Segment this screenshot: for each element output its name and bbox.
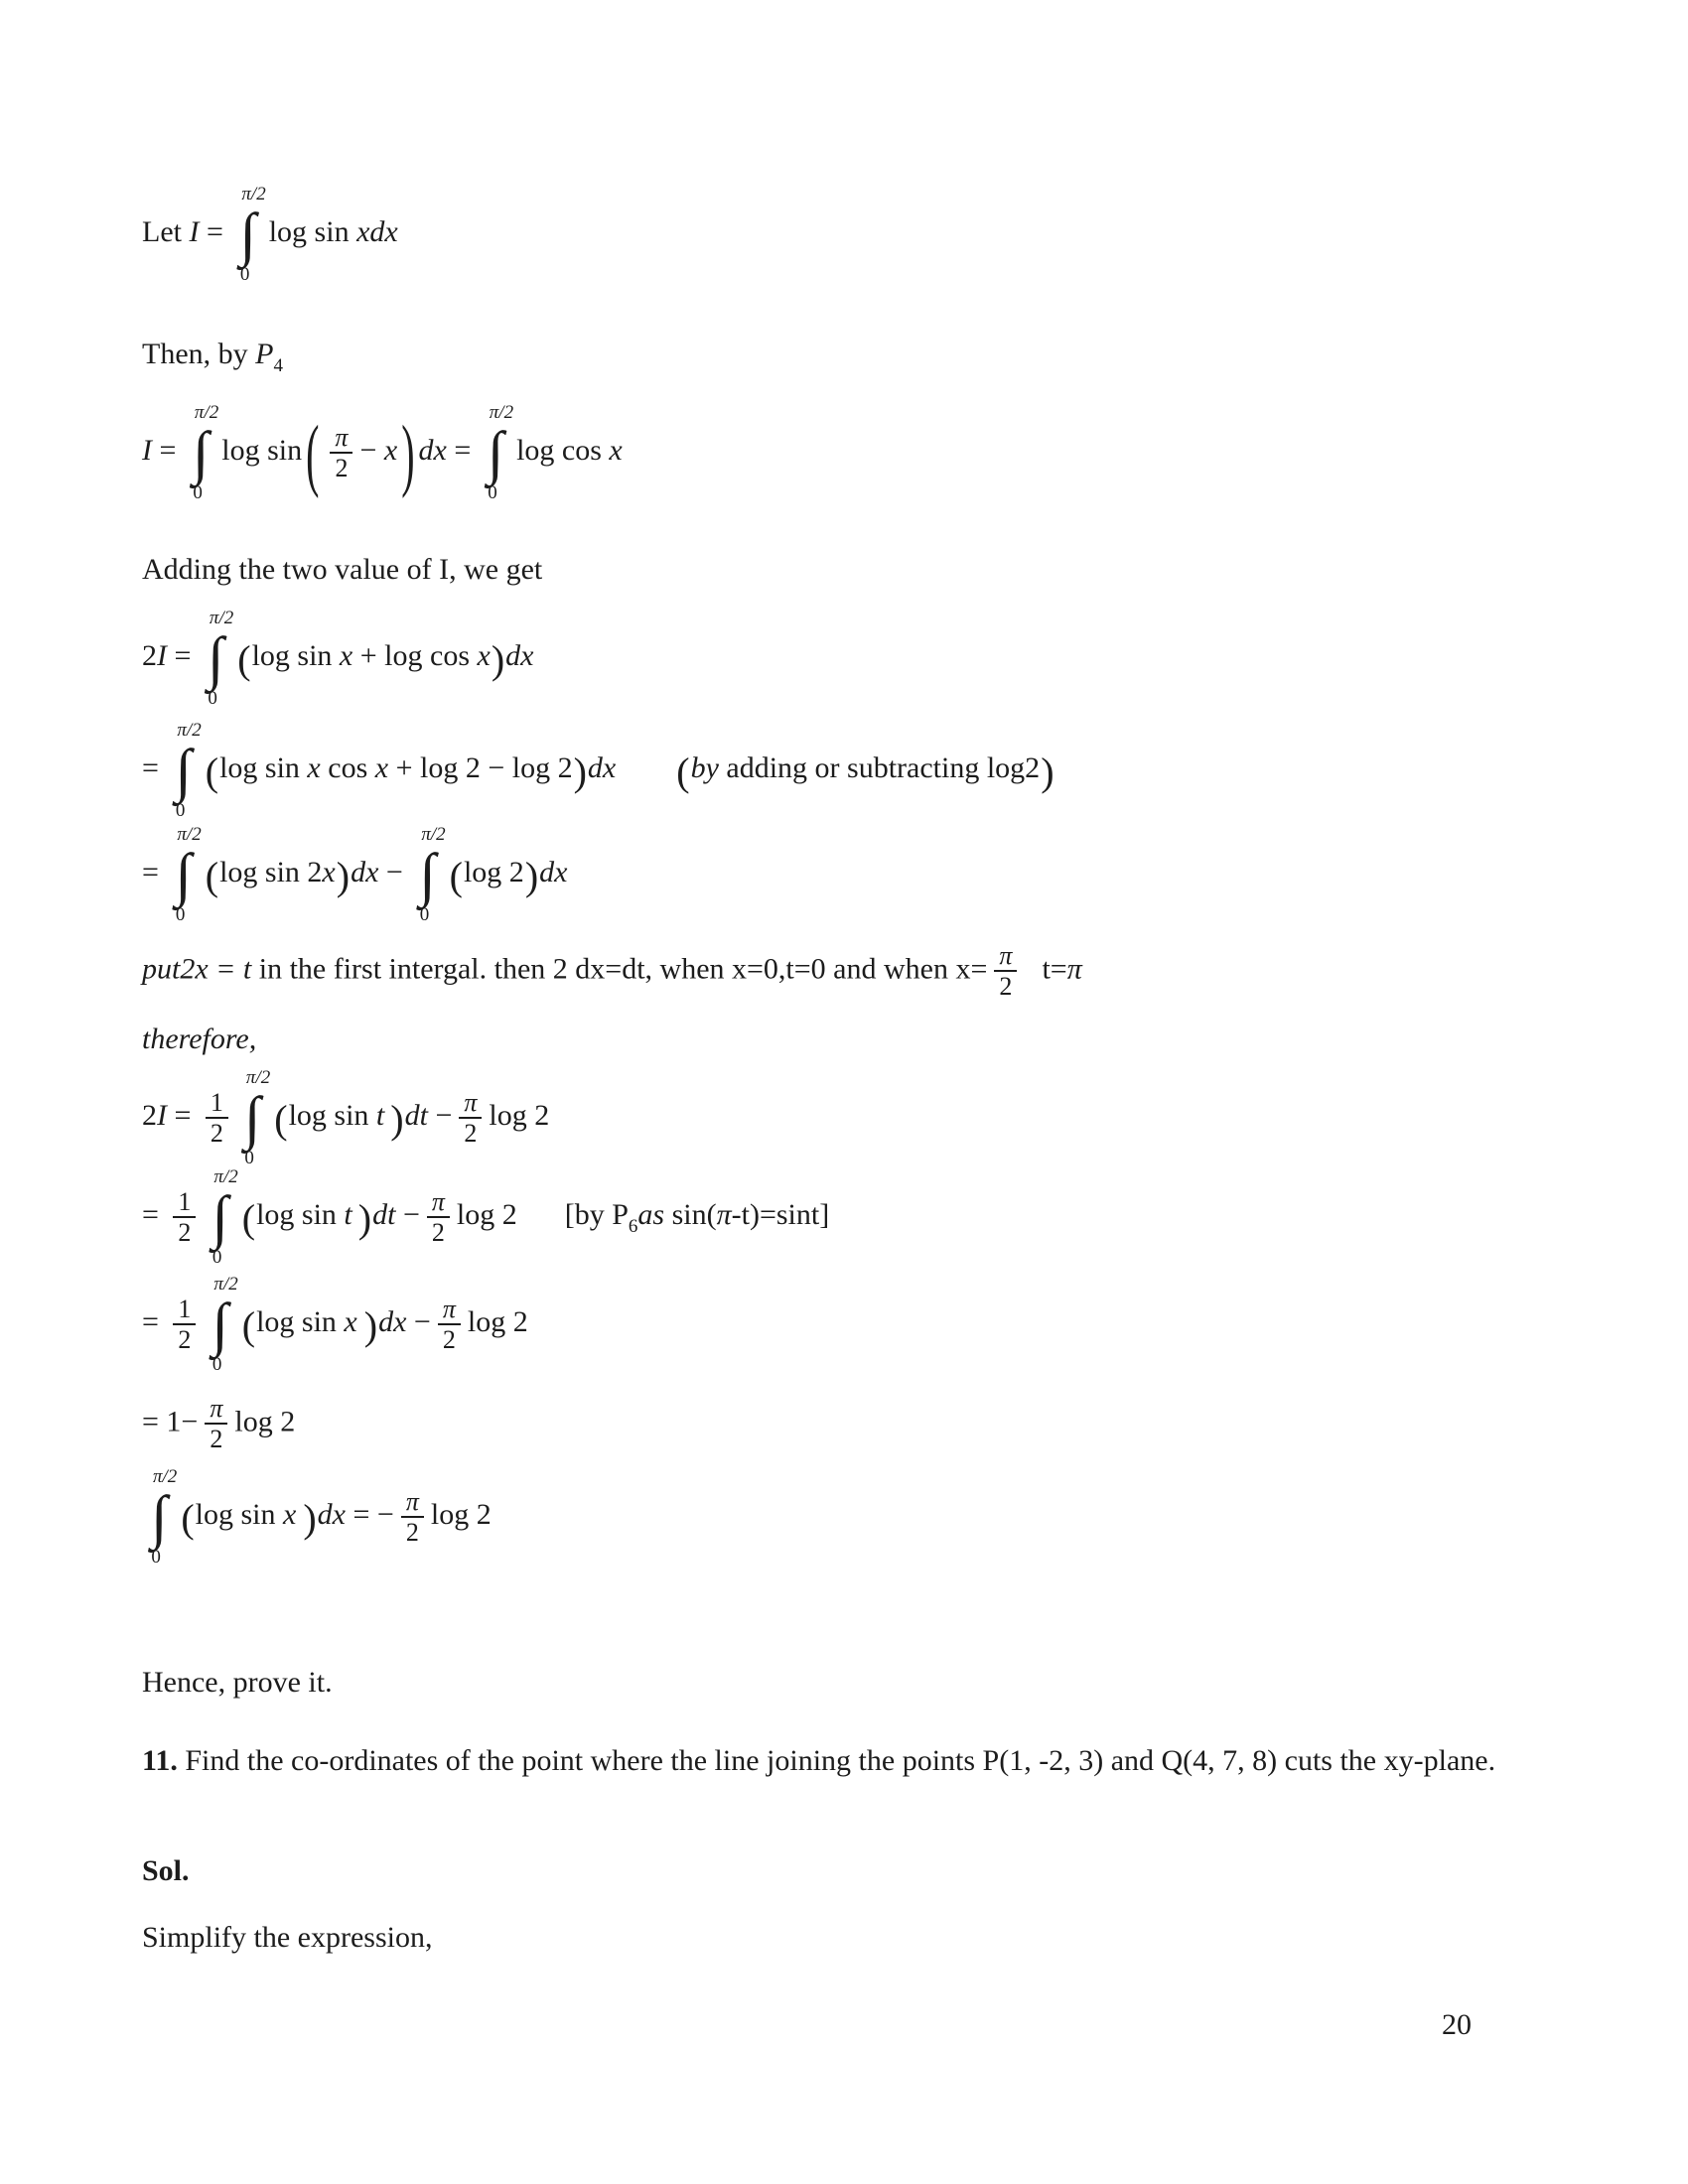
- math-text: adding or subtracting log2: [718, 751, 1041, 784]
- line-eq-cos: [142, 403, 1562, 502]
- integral-lower-limit: 0: [244, 1148, 254, 1168]
- math-text: log 2: [456, 1197, 517, 1231]
- integral-upper-limit: π/2: [489, 402, 514, 423]
- math-variable: x: [283, 1497, 297, 1531]
- integral-sign: ∫: [175, 842, 192, 907]
- fraction: [173, 1187, 196, 1248]
- line-hence: [142, 1664, 1562, 1702]
- math-variable: dx: [317, 1497, 346, 1531]
- math-text: log sin: [219, 751, 308, 784]
- math-variable: dx: [505, 638, 534, 672]
- math-text: log 2: [430, 1497, 492, 1531]
- math-variable: x: [374, 751, 389, 784]
- math-text: log cos: [516, 433, 610, 467]
- fraction-denominator: 2: [178, 1324, 192, 1354]
- line-q11: [142, 1733, 1532, 1789]
- sub-base: P: [612, 1197, 629, 1231]
- bold-text: Sol.: [142, 1854, 190, 1887]
- fraction-numerator: π: [427, 1187, 450, 1218]
- tall-paren: (: [306, 407, 320, 499]
- integral-upper-limit: π/2: [177, 824, 202, 845]
- math-variable: dx: [587, 751, 617, 784]
- integral: [189, 402, 219, 503]
- math-text: Simplify the expression,: [142, 1921, 433, 1954]
- paren: (: [241, 1302, 256, 1348]
- fraction-denominator: 2: [210, 1118, 223, 1148]
- math-text: =: [446, 433, 479, 467]
- line-eq-value: [142, 1394, 1562, 1454]
- fraction-denominator: 2: [442, 1324, 456, 1354]
- math-text: Let: [142, 214, 190, 248]
- math-text: + log cos: [352, 638, 478, 672]
- math-text: =: [142, 855, 167, 888]
- math-text: log 2: [463, 855, 524, 888]
- paren: ): [357, 1195, 372, 1241]
- integral-upper-limit: π/2: [245, 1067, 271, 1088]
- paren: (: [449, 853, 463, 898]
- integral-lower-limit: 0: [175, 800, 186, 821]
- fraction-denominator: 2: [210, 1425, 223, 1453]
- math-variable: put2x = t: [142, 952, 252, 986]
- paren: (: [274, 1096, 288, 1142]
- line-then-by: [142, 336, 1562, 385]
- line-eq-2i-half: [142, 1068, 1562, 1167]
- paren: ): [573, 749, 587, 794]
- paren: ): [1041, 749, 1055, 794]
- math-variable: I: [157, 1098, 167, 1132]
- math-variable: dt: [404, 1098, 428, 1132]
- fraction-numerator: 1: [173, 1187, 196, 1218]
- integral-upper-limit: π/2: [213, 1274, 238, 1295]
- paren: (: [237, 636, 251, 682]
- integral: [171, 720, 202, 821]
- fraction-denominator: 2: [464, 1118, 478, 1148]
- math-text: log sin: [268, 214, 357, 248]
- integral-sign: ∫: [150, 1484, 168, 1550]
- math-text: log sin: [221, 433, 303, 467]
- integral-sign: ∫: [239, 202, 256, 267]
- paren: ): [303, 1495, 317, 1541]
- math-text: log sin: [256, 1304, 345, 1338]
- math-variable: t: [375, 1098, 385, 1132]
- integral-lower-limit: 0: [488, 482, 497, 503]
- fraction: [994, 941, 1017, 1002]
- integral-sign: ∫: [192, 420, 210, 485]
- math-text: -t)=sint]: [731, 1197, 830, 1231]
- math-variable: dt: [372, 1197, 396, 1231]
- fraction-numerator: π: [438, 1295, 461, 1325]
- math-text: =: [167, 1098, 199, 1132]
- fraction-numerator: 1: [173, 1295, 196, 1325]
- integral-upper-limit: π/2: [209, 608, 234, 628]
- math-variable: x: [609, 433, 623, 467]
- line-put-line: [142, 941, 1562, 1002]
- math-text: in the first intergal. then 2 dx=dt, when x=0,t=0 and when x=: [251, 952, 988, 986]
- line-adding: [142, 551, 1562, 589]
- line-eq-final: [142, 1467, 1562, 1567]
- math-variable: x: [383, 433, 398, 467]
- paren: ): [491, 636, 505, 682]
- fraction-numerator: π: [401, 1487, 424, 1518]
- integral-sign: ∫: [419, 842, 436, 907]
- fraction-numerator: π: [205, 1394, 227, 1425]
- integral: [415, 824, 446, 925]
- fraction: [459, 1088, 482, 1149]
- integral: [208, 1166, 238, 1268]
- math-text: =: [167, 638, 199, 672]
- subscripted-symbol: [612, 1197, 638, 1237]
- math-text: log 2: [234, 1405, 296, 1438]
- fraction-numerator: π: [994, 941, 1017, 972]
- math-variable: I: [142, 433, 152, 467]
- integral-sign: ∫: [487, 420, 504, 485]
- integral: [240, 1067, 271, 1168]
- fraction-numerator: π: [330, 423, 352, 454]
- integral-lower-limit: 0: [151, 1547, 161, 1568]
- sub-base: P: [255, 338, 274, 370]
- integral-sign: ∫: [211, 1184, 228, 1250]
- math-text: cos: [320, 751, 375, 784]
- fraction-denominator: 2: [431, 1217, 445, 1247]
- fraction: [427, 1187, 450, 1248]
- fraction-denominator: 2: [999, 972, 1013, 1001]
- integral-lower-limit: 0: [211, 1354, 222, 1375]
- math-variable: therefore,: [142, 1023, 257, 1055]
- math-variable: x: [477, 638, 491, 672]
- paren: ): [336, 853, 351, 898]
- math-text: log sin: [288, 1098, 376, 1132]
- math-variable: π: [1066, 952, 1082, 986]
- fraction: [401, 1487, 424, 1548]
- integral-upper-limit: π/2: [177, 720, 202, 741]
- integral-sign: ∫: [243, 1085, 261, 1151]
- line-eq-2i: [142, 609, 1562, 708]
- fraction: [173, 1295, 196, 1355]
- paren: (: [676, 749, 690, 794]
- math-text: =: [142, 1197, 167, 1231]
- paren: ): [524, 853, 539, 898]
- math-text: Then, by: [142, 338, 256, 370]
- math-text: log sin: [256, 1197, 345, 1231]
- integral-upper-limit: π/2: [194, 402, 219, 423]
- math-text: log sin: [195, 1497, 283, 1531]
- line-eq-log2: [142, 721, 1562, 820]
- integral-upper-limit: π/2: [421, 824, 446, 845]
- fraction-denominator: 2: [405, 1517, 419, 1547]
- bold-text: 11.: [142, 1744, 178, 1777]
- fraction: [438, 1295, 461, 1355]
- integral-lower-limit: 0: [239, 264, 250, 285]
- math-text: −: [359, 433, 384, 467]
- math-text: t=: [1042, 952, 1067, 986]
- integral: [171, 824, 202, 925]
- integral: [484, 402, 514, 503]
- line-eq-let: [142, 185, 1562, 284]
- fraction-numerator: 1: [206, 1088, 228, 1119]
- integral-upper-limit: π/2: [213, 1166, 238, 1187]
- math-variable: π: [716, 1197, 732, 1231]
- paren: (: [241, 1195, 256, 1241]
- fraction: [206, 1088, 228, 1149]
- integral: [147, 1466, 178, 1568]
- math-text: = 1−: [142, 1405, 199, 1438]
- fraction-denominator: 2: [335, 453, 349, 482]
- math-variable: I: [157, 638, 167, 672]
- paren: (: [181, 1495, 195, 1541]
- math-text: log 2: [489, 1098, 550, 1132]
- math-text: =: [142, 1304, 167, 1338]
- math-variable: by: [690, 751, 719, 784]
- integral-upper-limit: π/2: [241, 184, 266, 205]
- math-text: =: [142, 751, 167, 784]
- math-text: −: [427, 1098, 453, 1132]
- paren: (: [205, 853, 219, 898]
- math-variable: I: [189, 214, 200, 248]
- math-text: −: [406, 1304, 431, 1338]
- math-variable: x: [307, 751, 321, 784]
- line-eq-half-x: [142, 1275, 1562, 1374]
- math-text: 2: [142, 638, 157, 672]
- math-variable: t: [344, 1197, 352, 1231]
- sub-script: 4: [273, 355, 283, 376]
- integral-upper-limit: π/2: [153, 1466, 178, 1487]
- math-text: log 2: [467, 1304, 528, 1338]
- math-text: [by: [564, 1197, 613, 1231]
- integral-sign: ∫: [207, 625, 224, 691]
- math-text: −: [395, 1197, 420, 1231]
- integral: [204, 608, 234, 709]
- math-variable: x: [339, 638, 353, 672]
- subscripted-symbol: [255, 338, 283, 376]
- line-eq-split: [142, 825, 1562, 924]
- math-variable: as: [637, 1197, 665, 1231]
- integral-lower-limit: 0: [419, 904, 430, 925]
- math-variable: x: [322, 855, 336, 888]
- paren: (: [205, 749, 219, 794]
- math-variable: dx: [418, 433, 447, 467]
- line-therefore: [142, 1021, 1562, 1058]
- fraction-numerator: π: [459, 1088, 482, 1119]
- math-text: log sin 2: [219, 855, 323, 888]
- math-text: =: [152, 433, 184, 467]
- math-variable: xdx: [356, 214, 398, 248]
- fraction-denominator: 2: [178, 1217, 192, 1247]
- math-text: =: [199, 214, 231, 248]
- tall-paren: ): [401, 407, 415, 499]
- line-eq-p6: [142, 1167, 1562, 1267]
- math-text: = −: [345, 1497, 394, 1531]
- paren: ): [390, 1096, 404, 1142]
- math-text: Adding the two value of I, we get: [142, 553, 543, 586]
- math-text: 2: [142, 1098, 157, 1132]
- math-variable: dx: [378, 1304, 407, 1338]
- integral-lower-limit: 0: [175, 904, 186, 925]
- math-text: log sin: [251, 638, 340, 672]
- math-variable: x: [344, 1304, 357, 1338]
- math-text: −: [378, 855, 411, 888]
- integral-lower-limit: 0: [211, 1247, 222, 1268]
- paren: ): [363, 1302, 378, 1348]
- math-text: sin(: [664, 1197, 717, 1231]
- integral-sign: ∫: [211, 1292, 228, 1357]
- page-number: 20: [1442, 2008, 1472, 2041]
- sub-script: 6: [628, 1215, 638, 1237]
- integral: [208, 1274, 238, 1375]
- math-text: + log 2 − log 2: [388, 751, 573, 784]
- fraction: [205, 1394, 227, 1454]
- math-text: Find the co-ordinates of the point where the line joining the points P(1, -2, 3) and Q(4, 7, 8) cuts the xy-plane.: [177, 1744, 1496, 1777]
- line-simplify: [142, 1919, 1562, 1957]
- integral-sign: ∫: [175, 738, 192, 803]
- math-variable: dx: [539, 855, 568, 888]
- integral: [235, 184, 266, 285]
- integral-lower-limit: 0: [193, 482, 203, 503]
- line-sol: [142, 1852, 1562, 1890]
- integral-lower-limit: 0: [208, 688, 217, 709]
- math-variable: dx: [351, 855, 379, 888]
- fraction: [330, 423, 352, 483]
- math-text: Hence, prove it.: [142, 1666, 333, 1699]
